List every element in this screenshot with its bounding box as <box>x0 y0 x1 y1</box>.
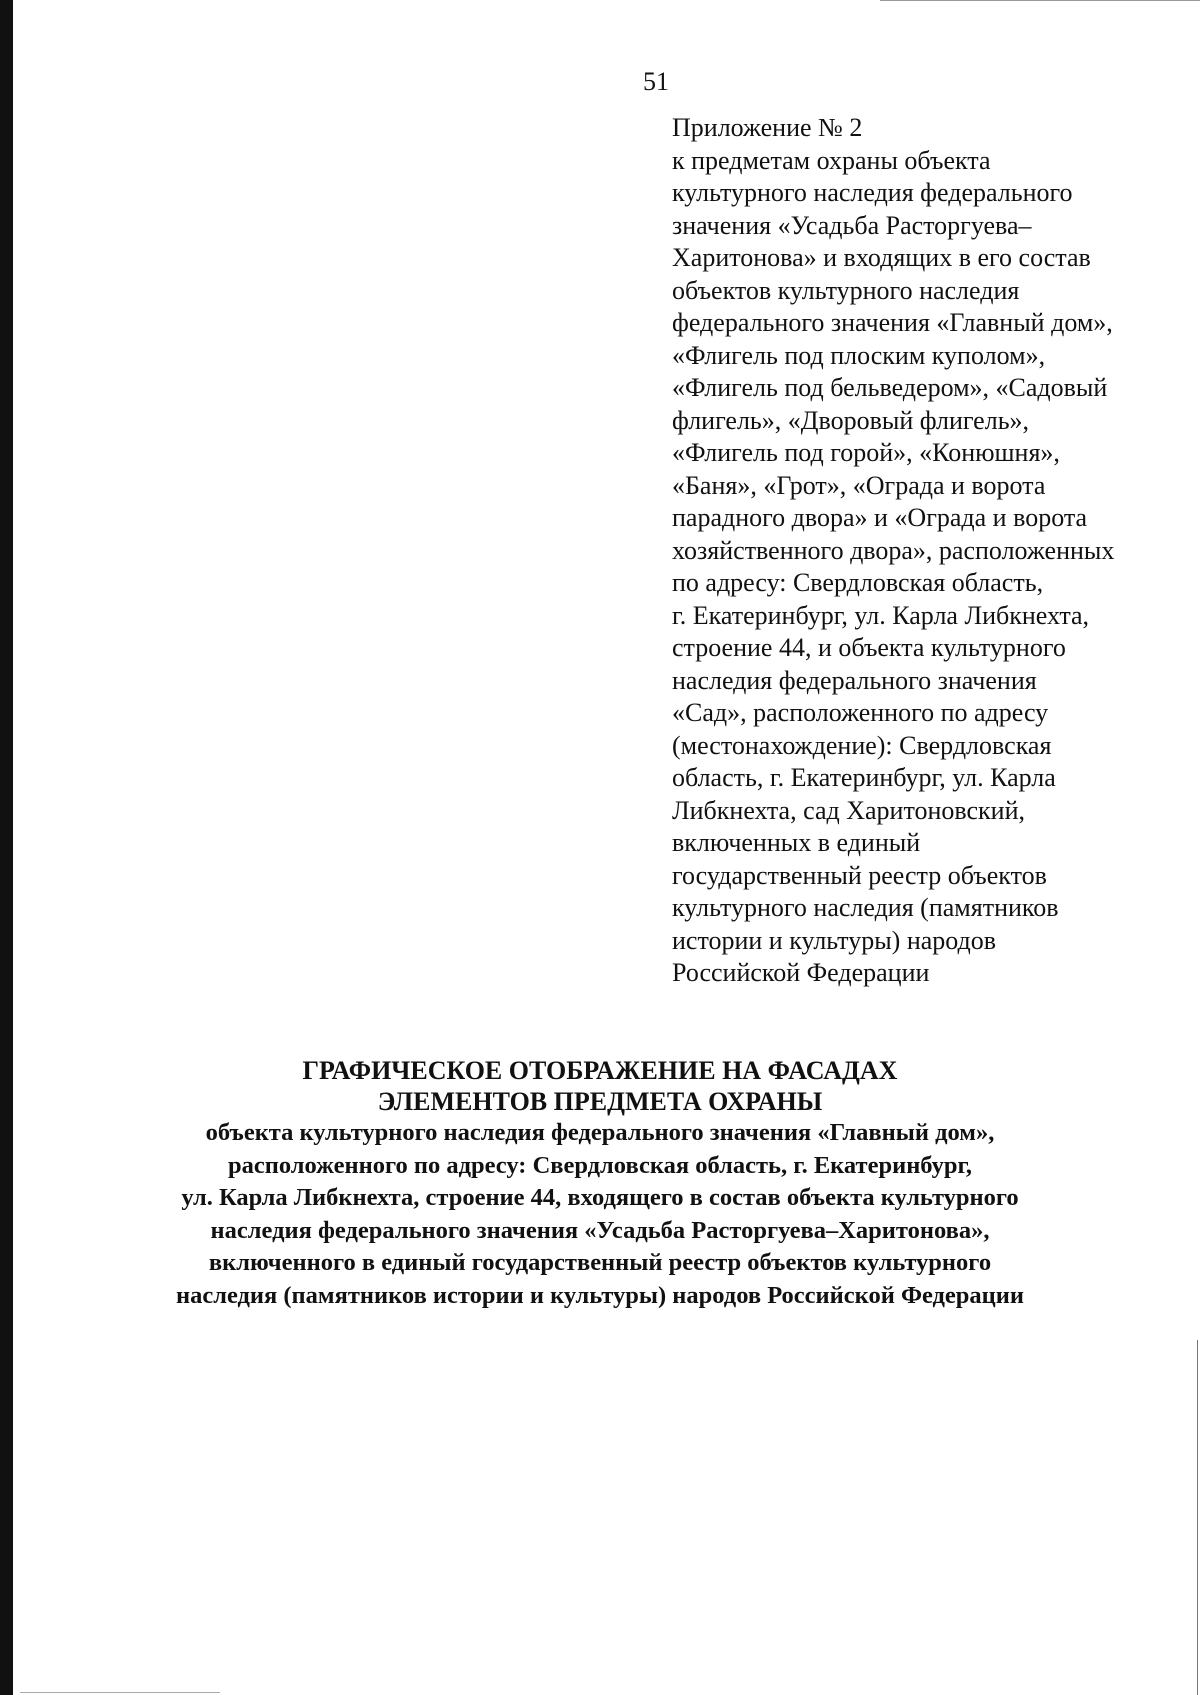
appendix-line: хозяйственного двора», расположенных <box>672 535 1115 565</box>
heading-title-line: ГРАФИЧЕСКОЕ ОТОБРАЖЕНИЕ НА ФАСАДАХ <box>302 1056 898 1085</box>
appendix-line: объектов культурного наследия <box>672 275 1020 305</box>
heading-subtitle-line: наследия федерального значения «Усадьба Расторгуева–Харитонова», <box>210 1216 990 1244</box>
appendix-line: «Баня», «Грот», «Ограда и ворота <box>672 470 1046 500</box>
appendix-line: к предметам охраны объекта <box>672 145 991 175</box>
appendix-line: культурного наследия (памятников <box>672 893 1059 922</box>
appendix-line: строение 44, и объекта культурного <box>672 633 1066 662</box>
appendix-line: Либкнехта, сад Харитоновский, <box>672 795 1026 825</box>
appendix-line: «Флигель под горой», «Конюшня», <box>672 438 1060 467</box>
appendix-line: значения «Усадьба Расторгуева– <box>672 210 1032 240</box>
page-number: 51 <box>643 67 669 96</box>
appendix-line: область, г. Екатеринбург, ул. Карла <box>672 763 1056 792</box>
appendix-line: включенных в единый <box>672 828 921 857</box>
heading-subtitle-line: расположенного по адресу: Свердловская область, г. Екатеринбург, <box>228 1151 972 1179</box>
appendix-line: г. Екатеринбург, ул. Карла Либкнехта, <box>672 600 1090 630</box>
heading-subtitle-line: наследия (памятников истории и культуры) народов Российской Федерации <box>175 1281 1025 1309</box>
appendix-line: парадного двора» и «Ограда и ворота <box>672 503 1088 532</box>
appendix-line: «Сад», расположенного по адресу <box>672 698 1049 727</box>
appendix-line: флигель», «Дворовый флигель», <box>672 405 1030 435</box>
appendix-line: «Флигель под плоским куполом», <box>672 340 1046 370</box>
appendix-line: наследия федерального значения <box>672 665 1037 695</box>
appendix-line: Приложение № 2 <box>672 113 863 142</box>
scan-edge-top <box>880 0 1200 1</box>
appendix-line: «Флигель под бельведером», «Садовый <box>672 373 1108 402</box>
appendix-line: федерального значения «Главный дом», <box>672 308 1113 337</box>
heading-title-line: ЭЛЕМЕНТОВ ПРЕДМЕТА ОХРАНЫ <box>377 1087 823 1116</box>
scan-edge-right <box>1197 1340 1198 1695</box>
appendix-line: по адресу: Свердловская область, <box>672 568 1044 597</box>
scan-edge-bottom <box>20 1692 220 1693</box>
appendix-block <box>672 112 1197 990</box>
appendix-line: истории и культуры) народов <box>672 925 997 955</box>
appendix-line: государственный реестр объектов <box>672 860 1047 890</box>
scan-edge-left <box>0 0 13 1695</box>
document-heading <box>0 1055 1200 1312</box>
appendix-line: (местонахождение): Свердловская <box>672 730 1052 760</box>
heading-subtitle-line: ул. Карла Либкнехта, строение 44, входящего в состав объекта культурного <box>181 1184 1019 1211</box>
appendix-line: Российской Федерации <box>672 958 930 987</box>
heading-subtitle-line: объекта культурного наследия федерального значения «Главный дом», <box>205 1119 995 1146</box>
appendix-line: Харитонова» и входящих в его состав <box>672 243 1091 272</box>
appendix-line: культурного наследия федерального <box>672 178 1073 207</box>
heading-subtitle-line: включенного в единый государственный реестр объектов культурного <box>208 1249 992 1276</box>
